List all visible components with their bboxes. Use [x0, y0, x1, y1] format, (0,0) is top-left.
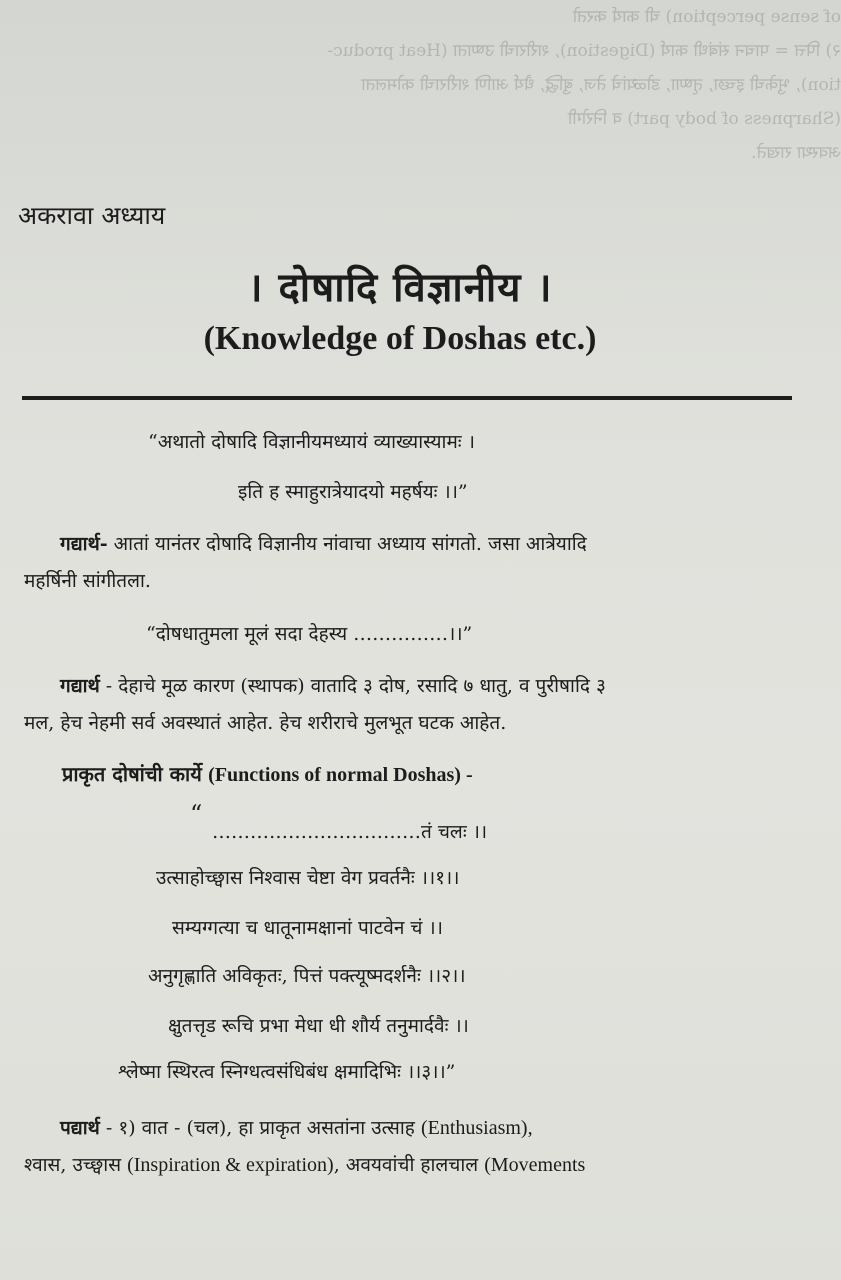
bleed-line: (Sharpness of body part) व निरोगी [567, 109, 841, 129]
gadyarth-paragraph [24, 526, 794, 600]
chapter-label: अकरावा अध्याय [18, 201, 166, 230]
bleed-line: tion), भुकेची इच्छा, तृष्णा, डोळ्यांचे तेज, बुद्धि, धैर्य आणि शरीराची कोमलता [361, 75, 841, 95]
verse-line: इति ह स्माहुरात्रेयादयो महर्षयः ।।” [238, 481, 468, 503]
chapter-title: । दोषादि विज्ञानीय । [247, 264, 553, 311]
padyarth-english: (Enthusiasm), [420, 1117, 533, 1139]
chapter-subtitle: (Knowledge of Doshas etc.) [203, 320, 597, 357]
gadyarth-text: - देहाचे मूळ कारण (स्थापक) वातादि ३ दोष, रसादि ७ धातु, व पुरीषादि ३ [99, 675, 606, 697]
padyarth-text: - १) वात - (चल), हा प्राकृत असतांना उत्साह [99, 1117, 421, 1139]
verse-line: “अथातो दोषादि विज्ञानीयमध्यायं व्याख्यास्यामः । [148, 431, 475, 453]
gadyarth-label: गद्यार्थ- [60, 533, 108, 555]
gadyarth-paragraph [24, 668, 794, 742]
padyarth-text: , अवयवांची हालचाल [333, 1154, 485, 1176]
padyarth-label: पद्यार्थ [60, 1117, 100, 1139]
gadyarth-label: गद्यार्थ [60, 675, 100, 697]
padyarth-text: श्वास, उच्छ्वास [24, 1154, 128, 1176]
bleed-line: of sense perception) ची कार्य करतो [572, 7, 841, 27]
gadyarth-text-cont: मल, हेच नेहमी सर्व अवस्थातं आहेत. हेच शरीराचे मुलभूत घटक आहेत. [24, 712, 507, 734]
verse-line: श्लेष्मा स्थिरत्व स्निग्धत्वसंधिबंध क्षमादिभिः ।।३।।” [118, 1061, 456, 1083]
verse-line: उत्साहोच्छ्वास निश्वास चेष्टा वेग प्रवर्तनैः ।।१।। [156, 867, 460, 889]
gadyarth-text-cont: महर्षिनी सांगीतला. [24, 570, 151, 592]
section-heading [62, 760, 473, 787]
verse-line: ……………………………तं चलः ।। [212, 821, 488, 843]
verse-line: सम्यग्गत्या च धातूनामक्षानां पाटवेन चं ।। [172, 917, 443, 939]
bleed-line: २) पित्त = पाचन संबंधी कार्य (Digestion), शरीराची उष्णता (Heat produc- [327, 41, 841, 61]
verse-line: अनुगृह्णाति अविकृतः, पित्तं पक्त्यूष्मदर्शनैः ।।२।। [148, 965, 466, 987]
section-heading-marathi: प्राकृत दोषांची कार्ये [62, 762, 202, 786]
title-divider [22, 396, 792, 400]
verse-line: “ [190, 800, 203, 828]
padyarth-english: (Movements [484, 1154, 586, 1176]
section-heading-english: (Functions of normal Doshas) - [208, 764, 473, 786]
padyarth-english: (Inspiration & expiration) [127, 1154, 334, 1176]
verse-line: “दोषधातुमला मूलं सदा देहस्य ……………।।” [146, 623, 473, 645]
verse-line: क्षुतत्तृड रूचि प्रभा मेधा धी शौर्य तनुमार्दवैः ।। [168, 1015, 469, 1037]
gadyarth-text: आतां यानंतर दोषादि विज्ञानीय नांवाचा अध्याय सांगतो. जसा आत्रेयादि [107, 533, 587, 555]
bleed-line: अवस्था राखते. [751, 143, 841, 163]
padyarth-paragraph [24, 1110, 794, 1184]
bleed-through-text [10, 0, 841, 190]
